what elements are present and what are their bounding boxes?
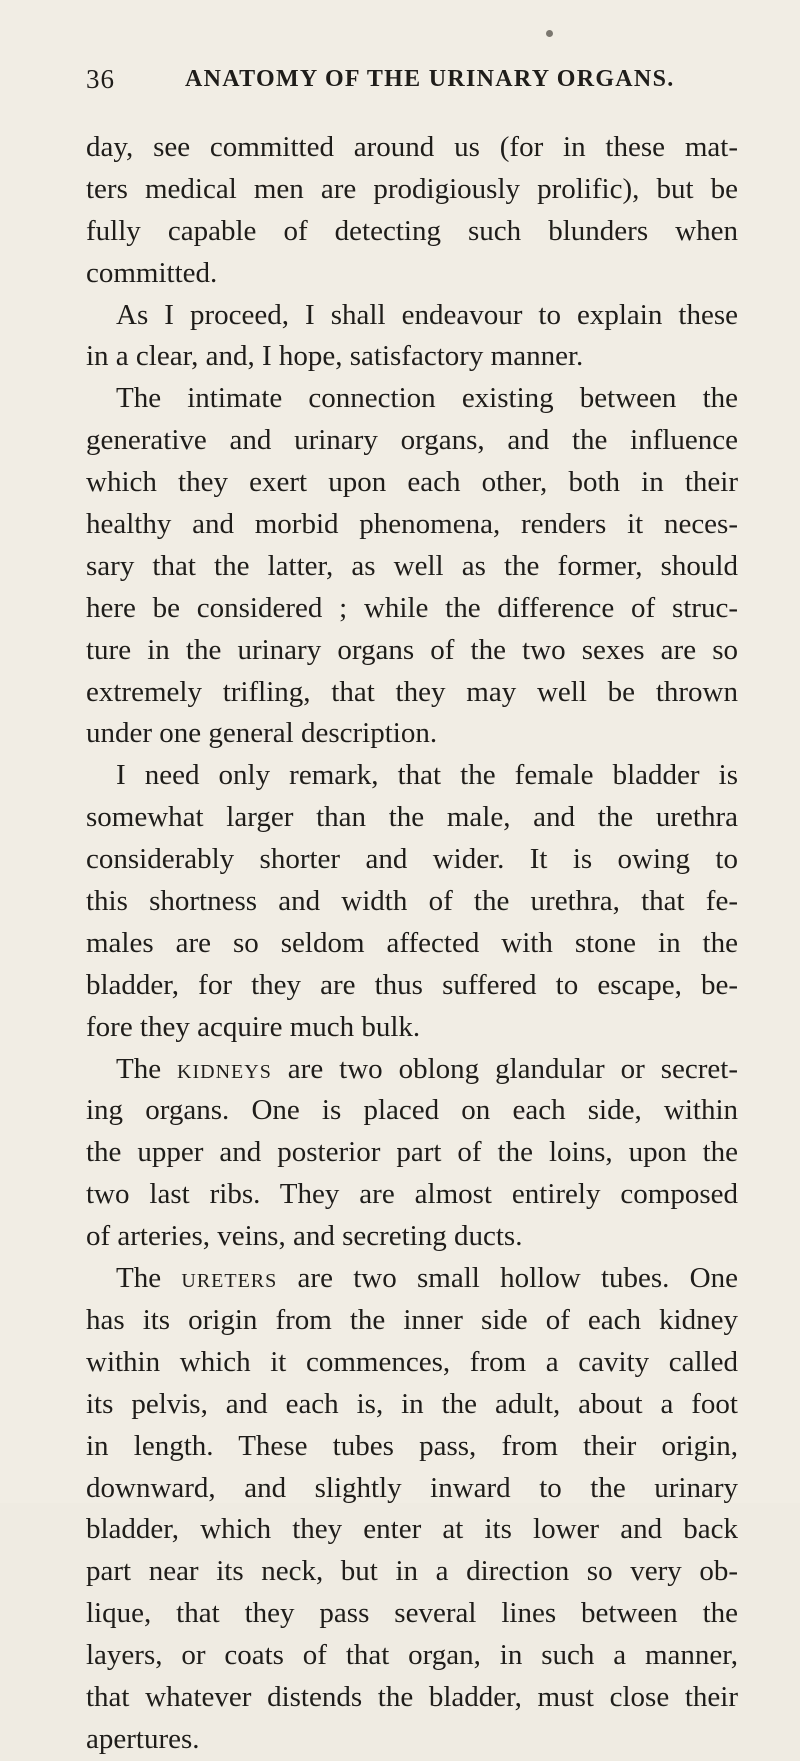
text-line: sary that the latter, as well as the former, should — [86, 549, 738, 582]
paragraph-first-line: I need only remark, that the female bladder is — [116, 759, 738, 792]
running-title: ANATOMY OF THE URINARY ORGANS. — [185, 66, 675, 92]
text-line: here be considered ; while the difference of struc- — [86, 591, 738, 624]
paragraph-first-line — [86, 1258, 738, 1300]
page-header — [86, 64, 726, 100]
text-line: that whatever distends the bladder, must close their — [86, 1680, 738, 1713]
text-line: somewhat larger than the male, and the urethra — [86, 801, 738, 834]
text-line: within which it commences, from a cavity called — [86, 1345, 738, 1378]
text-line: committed. — [86, 256, 218, 289]
text-line: this shortness and width of the urethra, that fe- — [86, 885, 738, 918]
text-line: considerably shorter and wider. It is owing to — [86, 843, 738, 876]
text-line: healthy and morbid phenomena, renders it neces- — [86, 508, 738, 541]
page-number: 36 — [86, 64, 115, 94]
text-line: males are so seldom affected with stone in the — [86, 926, 738, 959]
text-line: ture in the urinary organs of the two sexes are so — [86, 633, 738, 666]
paragraph-first-line: The intimate connection existing between the — [116, 382, 738, 415]
text-line: its pelvis, and each is, in the adult, about a foot — [86, 1387, 738, 1420]
line-text: The — [116, 1262, 182, 1295]
text-line: part near its neck, but in a direction so very ob- — [86, 1555, 738, 1588]
text-line: of arteries, veins, and secreting ducts. — [86, 1220, 523, 1253]
text-line: extremely trifling, that they may well be thrown — [86, 675, 738, 708]
text-line: fully capable of detecting such blunders when — [86, 214, 738, 247]
line-text: The — [116, 1052, 178, 1085]
term-kidneys: kidneys — [177, 1052, 272, 1085]
text-line: downward, and slightly inward to the urinary — [86, 1471, 738, 1504]
line-text: are two oblong glandular or secret- — [271, 1052, 738, 1085]
paragraph-first-line — [86, 1049, 738, 1091]
text-line: in length. These tubes pass, from their origin, — [86, 1429, 738, 1462]
text-line: two last ribs. They are almost entirely composed — [86, 1178, 738, 1211]
body-text — [86, 127, 738, 1761]
text-line: day, see committed around us (for in these mat- — [86, 131, 738, 163]
text-line: bladder, which they enter at its lower and back — [86, 1513, 738, 1546]
line-text: are two small hollow tubes. One — [277, 1262, 738, 1295]
text-line: the upper and posterior part of the loins, upon the — [86, 1136, 738, 1169]
text-line: fore they acquire much bulk. — [86, 1010, 421, 1043]
text-line: apertures. — [86, 1722, 200, 1755]
text-line: bladder, for they are thus suffered to escape, be- — [86, 968, 738, 1001]
text-line: has its origin from the inner side of each kidney — [86, 1303, 738, 1336]
text-line: layers, or coats of that organ, in such a manner, — [86, 1639, 738, 1672]
text-line: generative and urinary organs, and the influence — [86, 424, 738, 457]
text-line: lique, that they pass several lines between the — [86, 1597, 738, 1630]
text-line: ters medical men are prodigiously prolific), but be — [86, 172, 738, 205]
text-line: which they exert upon each other, both in their — [86, 466, 738, 499]
paragraph-first-line: As I proceed, I shall endeavour to explain these — [116, 298, 738, 331]
text-line: in a clear, and, I hope, satisfactory manner. — [86, 340, 584, 373]
term-ureters: ureters — [181, 1262, 278, 1295]
text-line: ing organs. One is placed on each side, within — [86, 1094, 738, 1127]
ink-speck — [546, 30, 553, 37]
text-line: under one general description. — [86, 717, 438, 750]
